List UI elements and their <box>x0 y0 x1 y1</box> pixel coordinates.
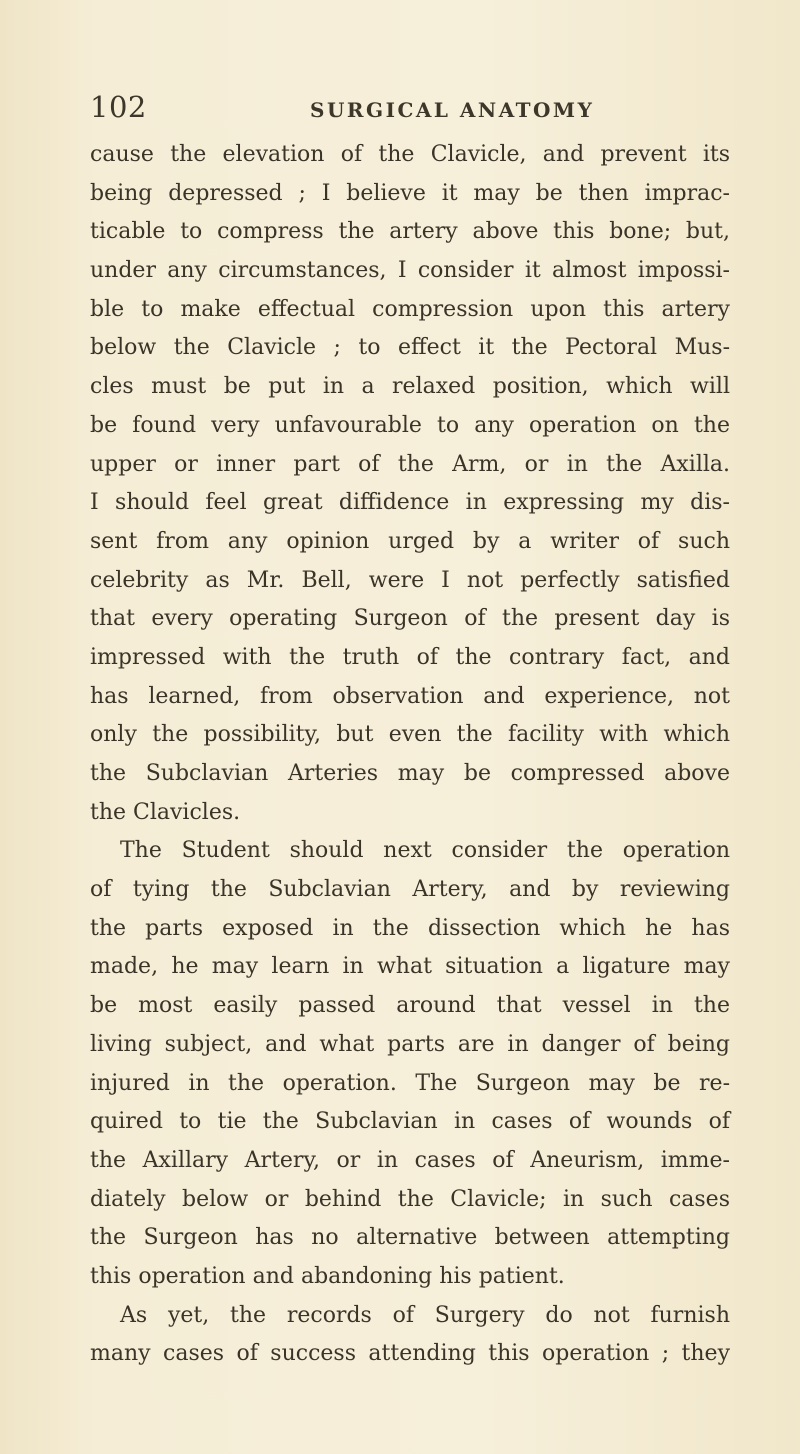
text-line: the Subclavian Arteries may be compressed above <box>90 761 730 786</box>
text-line: ticable to compress the artery above this bone; but, <box>90 219 730 245</box>
text-line: made, he may learn in what situation a ligature may <box>90 954 730 980</box>
text-line: the parts exposed in the dissection which he has <box>90 915 730 941</box>
page-number: 102 <box>90 90 147 124</box>
text-line: under any circumstances, I consider it almost impossi- <box>90 258 730 284</box>
text-line: injured in the operation. The Surgeon may be re- <box>90 1070 730 1096</box>
text-line: impressed with the truth of the contrary fact, and <box>90 644 730 670</box>
text-line: diately below or behind the Clavicle; in such cases <box>90 1186 730 1212</box>
text-line: the Clavicles. <box>90 799 241 825</box>
text-line: be most easily passed around that vessel in the <box>90 993 730 1019</box>
text-line: the Axillary Artery, or in cases of Aneurism, imme- <box>90 1147 730 1173</box>
text-line: being depressed ; I believe it may be then imprac- <box>90 180 730 206</box>
text-line: this operation and abandoning his patient. <box>90 1263 565 1289</box>
text-line: quired to tie the Subclavian in cases of wounds of <box>90 1109 730 1135</box>
page-header <box>90 90 730 130</box>
text-line: only the possibility, but even the facility with which <box>90 722 730 748</box>
text-line: many cases of success attending this operation ; they <box>90 1341 730 1367</box>
text-line: As yet, the records of Surgery do not furnish <box>120 1302 730 1328</box>
text-line: cles must be put in a relaxed position, which will <box>90 374 730 400</box>
text-line: has learned, from observation and experience, not <box>90 683 730 709</box>
text-line: upper or inner part of the Arm, or in the Axilla. <box>90 451 730 477</box>
text-line: that every operating Surgeon of the present day is <box>90 606 730 632</box>
running-head: SURGICAL ANATOMY <box>310 98 595 122</box>
text-line: cause the elevation of the Clavicle, and prevent its <box>90 142 730 167</box>
text-line: sent from any opinion urged by a writer of such <box>90 528 730 554</box>
text-line: of tying the Subclavian Artery, and by reviewing <box>90 877 730 903</box>
text-line: the Surgeon has no alternative between attempting <box>90 1225 730 1251</box>
text-line: ble to make effectual compression upon this artery <box>90 296 730 322</box>
text-line: The Student should next consider the operation <box>120 838 730 864</box>
text-line: I should feel great diffidence in expressing my dis- <box>90 490 730 516</box>
text-line: celebrity as Mr. Bell, were I not perfectly satisfied <box>90 567 730 593</box>
text-line: below the Clavicle ; to effect it the Pectoral Mus- <box>90 335 730 361</box>
text-line: be found very unfavourable to any operation on the <box>90 412 730 438</box>
text-line: living subject, and what parts are in danger of being <box>90 1031 730 1057</box>
body-text <box>90 136 730 1374</box>
